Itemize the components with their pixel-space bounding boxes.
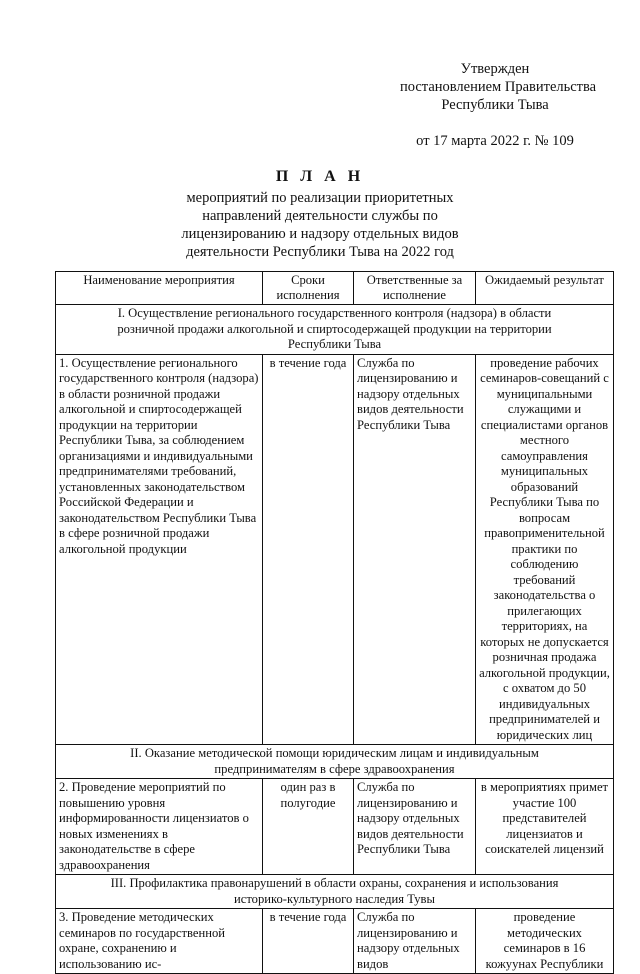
title-line-3: лицензированию и надзору отдельных видов [181,226,459,242]
row-2-responsible: Служба по лицензированию и надзору отдельных видов деятельности Республики Тыва [354,779,476,875]
section-title-3: III. Профилактика правонарушений в области охраны, сохранения и использования историко-культурного наследия Тувы [56,875,614,909]
header-name: Наименование мероприятия [56,272,263,305]
header-terms: Сроки исполнения [263,272,354,305]
row-3-name: 3. Проведение методических семинаров по государственной охране, сохранению и использованию ис- [56,909,263,974]
row-3-terms: в течение года [263,909,354,974]
row-1-responsible: Служба по лицензированию и надзору отдельных видов деятельности Республики Тыва [354,354,476,745]
table-header-row [56,272,614,305]
approval-block [400,60,597,150]
plan-heading: П Л А Н [275,168,365,185]
title-line-2: направлений деятельности службы по [202,208,438,224]
approval-line-1: Утвержден [460,61,530,77]
section-row [56,305,614,355]
document-title [120,168,520,261]
plan-table [55,271,614,974]
table-row [56,909,614,974]
section-title-1: I. Осуществление регионального государственного контроля (надзора) в области розничной продажи алкогольной и спиртосодержащей продукции на территории Республики Тыва [56,305,614,355]
row-1-result: проведение рабочих семинаров-совещаний с муниципальными служащими и специалистами органов местного самоуправления муниципальных образований Республики Тыва по вопросам правоприменительной практики по соблюдению требований законодательства о прилегающих территориях, на которых не допускается розничная продажа алкогольной продукции, с охватом до 50 индивидуальных предпринимателей и юридических лиц [476,354,614,745]
header-result: Ожидаемый результат [476,272,614,305]
table-row [56,354,614,745]
title-line-4: деятельности Республики Тыва на 2022 год [186,244,454,260]
table-row [56,779,614,875]
row-3-result: проведение методических семинаров в 16 кожуунах Республики [476,909,614,974]
row-2-name: 2. Проведение мероприятий по повышению уровня информированности лицензиатов о новых изменениях в законодательстве в сфере здравоохранения [56,779,263,875]
header-responsible: Ответственные за исполнение [354,272,476,305]
row-1-terms: в течение года [263,354,354,745]
row-1-name: 1. Осуществление регионального государственного контроля (надзора) в области розничной продажи алкогольной и спиртосодержащей продукции на территории Республики Тыва, за соблюдением организациями и индивидуальными предпринимателями требований, установленных законодательством Российской Федерации и законодательством Республики Тыва в сфере розничной продажи алкогольной продукции [56,354,263,745]
approval-date: от 17 марта 2022 г. № 109 [416,133,574,149]
approval-line-3: Республики Тыва [441,97,549,113]
title-line-1: мероприятий по реализации приоритетных [186,190,454,206]
approval-line-2: постановлением Правительства [400,79,597,95]
section-row [56,875,614,909]
row-2-terms: один раз в полугодие [263,779,354,875]
section-row [56,745,614,779]
row-2-result: в мероприятиях примет участие 100 представителей лицензиатов и соискателей лицензий [476,779,614,875]
section-title-2: II. Оказание методической помощи юридическим лицам и индивидуальным предпринимателям в сфере здравоохранения [56,745,614,779]
row-3-responsible: Служба по лицензированию и надзору отдельных видов [354,909,476,974]
